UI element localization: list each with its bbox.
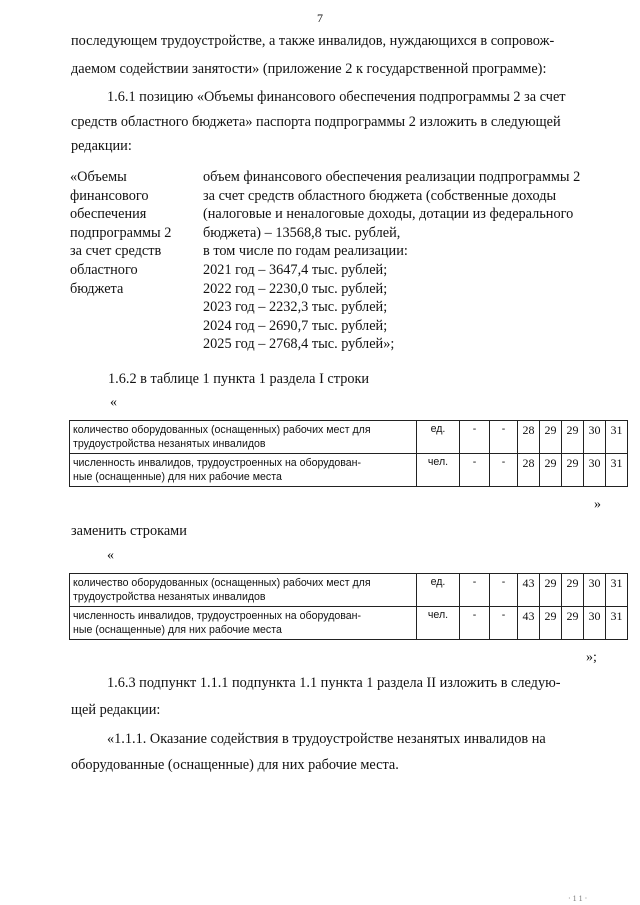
quote-close-1: » bbox=[594, 497, 601, 512]
row-value: 30 bbox=[584, 421, 606, 454]
row-value: 29 bbox=[562, 574, 584, 607]
row-value: 30 bbox=[584, 454, 606, 487]
row-description: количество оборудованных (оснащенных) рабочих мест для трудоустройства незанятых инвалидов bbox=[70, 574, 417, 607]
passport-label bbox=[70, 168, 202, 298]
row-dash: - bbox=[490, 454, 518, 487]
item-161-line-1: 1.6.1 позицию «Объемы финансового обеспечения подпрограммы 2 за счет bbox=[107, 89, 566, 105]
passport-label-line: финансового bbox=[70, 187, 149, 204]
row-value: 29 bbox=[562, 454, 584, 487]
passport-label-line: обеспечения bbox=[70, 206, 147, 223]
passport-value-line: в том числе по годам реализации: bbox=[203, 243, 408, 260]
row-unit: чел. bbox=[417, 454, 460, 487]
row-value: 30 bbox=[584, 607, 606, 640]
row-value: 31 bbox=[606, 607, 628, 640]
row-value: 28 bbox=[518, 454, 540, 487]
passport-value-line: (налоговые и неналоговые доходы, дотации из федерального bbox=[203, 206, 574, 223]
row-dash: - bbox=[490, 421, 518, 454]
row-dash: - bbox=[490, 607, 518, 640]
passport-year-2023: 2023 год – 2232,3 тыс. рублей; bbox=[203, 299, 388, 316]
row-value: 29 bbox=[540, 574, 562, 607]
row-value: 29 bbox=[540, 454, 562, 487]
passport-label-line: областного bbox=[70, 261, 138, 278]
passport-year-2021: 2021 год – 3647,4 тыс. рублей; bbox=[203, 261, 388, 278]
item-1111-line-2: оборудованные (оснащенные) для них рабочие места. bbox=[71, 757, 399, 773]
replace-with: заменить строками bbox=[71, 523, 187, 539]
item-1111-line-1: «1.1.1. Оказание содействия в трудоустройстве незанятых инвалидов на bbox=[107, 731, 546, 747]
quote-close-2: »; bbox=[586, 650, 597, 665]
table-row bbox=[70, 421, 628, 454]
row-value: 29 bbox=[562, 607, 584, 640]
passport-value-line: бюджета) – 13568,8 тыс. рублей, bbox=[203, 224, 401, 241]
quote-open-2: « bbox=[107, 548, 114, 563]
table-row bbox=[70, 454, 628, 487]
passport-value-line: за счет средств областного бюджета (собственные доходы bbox=[203, 187, 557, 204]
row-unit: чел. bbox=[417, 607, 460, 640]
row-value: 29 bbox=[562, 421, 584, 454]
row-value: 28 bbox=[518, 421, 540, 454]
row-value: 31 bbox=[606, 454, 628, 487]
table-row bbox=[70, 607, 628, 640]
intro-line-2: даемом содействии занятости» (приложение 2 к государственной программе): bbox=[71, 61, 547, 77]
row-dash: - bbox=[460, 574, 490, 607]
passport-label-line: «Объемы bbox=[70, 169, 127, 185]
row-value: 29 bbox=[540, 421, 562, 454]
row-dash: - bbox=[460, 421, 490, 454]
quote-open-1: « bbox=[110, 395, 117, 410]
row-value: 43 bbox=[518, 607, 540, 640]
table-row bbox=[70, 574, 628, 607]
passport-label-line: подпрограммы 2 bbox=[70, 224, 172, 241]
row-description: количество оборудованных (оснащенных) рабочих мест для трудоустройства незанятых инвалидов bbox=[70, 421, 417, 454]
row-value: 31 bbox=[606, 574, 628, 607]
table-old bbox=[69, 420, 628, 487]
row-value: 30 bbox=[584, 574, 606, 607]
intro-line-1: последующем трудоустройстве, а также инвалидов, нуждающихся в сопровож- bbox=[71, 33, 555, 49]
passport-value-line: объем финансового обеспечения реализации подпрограммы 2 bbox=[203, 169, 581, 185]
row-dash: - bbox=[460, 454, 490, 487]
row-dash: - bbox=[490, 574, 518, 607]
row-unit: ед. bbox=[417, 421, 460, 454]
item-161-line-2: средств областного бюджета» паспорта подпрограммы 2 изложить в следующей bbox=[71, 114, 561, 130]
passport-value bbox=[203, 168, 613, 354]
row-description: численность инвалидов, трудоустроенных на оборудован- ные (оснащенные) для них рабочие места bbox=[70, 454, 417, 487]
footer-mark: · 1 1 · bbox=[568, 894, 588, 903]
row-value: 29 bbox=[540, 607, 562, 640]
row-description: численность инвалидов, трудоустроенных на оборудован- ные (оснащенные) для них рабочие места bbox=[70, 607, 417, 640]
item-163-line-1: 1.6.3 подпункт 1.1.1 подпункта 1.1 пункта 1 раздела II изложить в следую- bbox=[107, 675, 561, 691]
page-number: 7 bbox=[317, 11, 323, 25]
passport-label-line: за счет средств bbox=[70, 243, 162, 260]
item-161-line-3: редакции: bbox=[71, 138, 132, 154]
row-unit: ед. bbox=[417, 574, 460, 607]
passport-year-2024: 2024 год – 2690,7 тыс. рублей; bbox=[203, 317, 388, 334]
table-new bbox=[69, 573, 628, 640]
row-value: 31 bbox=[606, 421, 628, 454]
row-dash: - bbox=[460, 607, 490, 640]
passport-year-2022: 2022 год – 2230,0 тыс. рублей; bbox=[203, 280, 388, 297]
item-162: 1.6.2 в таблице 1 пункта 1 раздела I строки bbox=[108, 371, 370, 387]
item-163-line-2: щей редакции: bbox=[71, 702, 161, 718]
passport-year-2025: 2025 год – 2768,4 тыс. рублей»; bbox=[203, 336, 395, 353]
row-value: 43 bbox=[518, 574, 540, 607]
passport-label-line: бюджета bbox=[70, 280, 124, 297]
